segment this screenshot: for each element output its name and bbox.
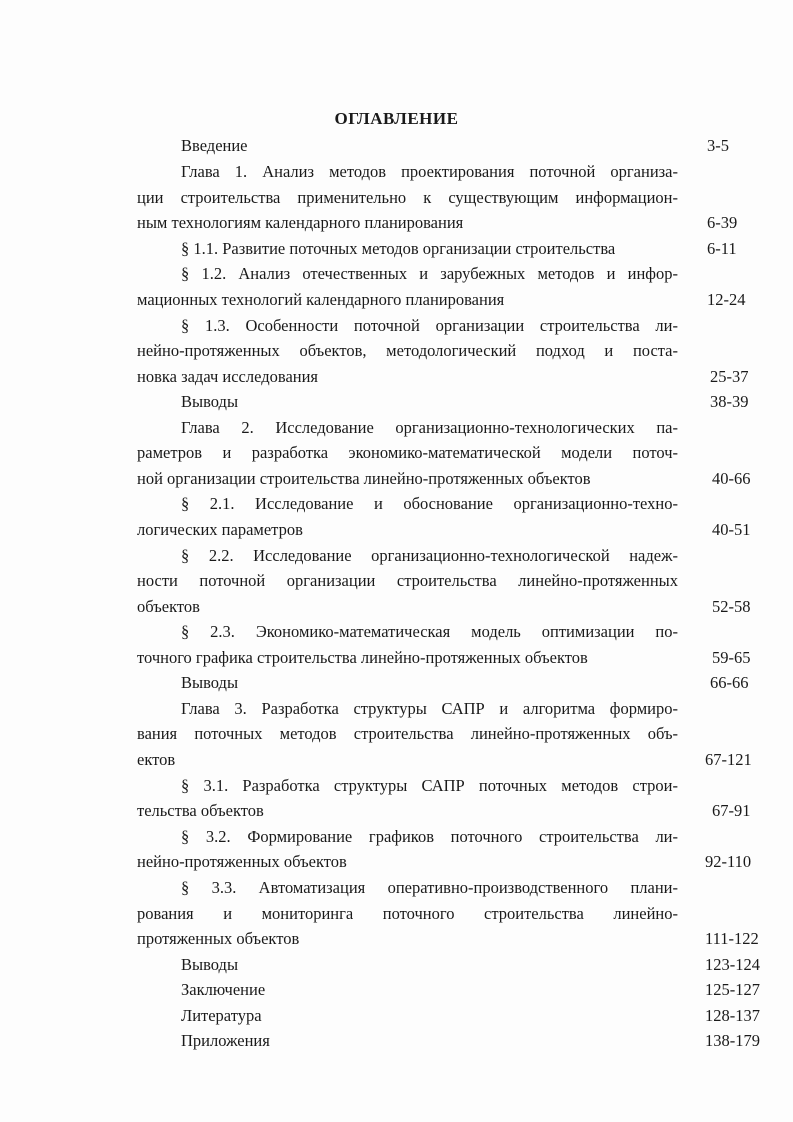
toc-entry-section-3-1-cont: тельства объектов	[137, 801, 264, 820]
toc-entry-appendices: Приложения	[181, 1031, 270, 1050]
toc-page-number: 125-127	[705, 980, 760, 999]
toc-entry-section-3-3: § 3.3. Автоматизация оперативно-производственного плани-	[181, 878, 678, 897]
toc-page-number: 123-124	[705, 955, 760, 974]
toc-entry-chapter-2: Глава 2. Исследование организационно-технологических па-	[181, 418, 678, 437]
toc-entry-chapter-2-cont: ной организации строительства линейно-протяженных объектов	[137, 469, 591, 488]
toc-page-number: 66-66	[710, 673, 749, 692]
toc-page-number: 40-51	[712, 520, 751, 539]
toc-entry-chapter-1-cont: ным технологиям календарного планирования	[137, 213, 464, 232]
toc-entry-section-2-2: § 2.2. Исследование организационно-технологической надеж-	[181, 546, 678, 565]
toc-entry-section-3-3-cont: протяженных объектов	[137, 929, 300, 948]
toc-entry-section-1-3-cont: новка задач исследования	[137, 367, 319, 386]
toc-title: ОГЛАВЛЕНИЕ	[334, 109, 459, 128]
toc-entry-section-1-2-cont: мационных технологий календарного планирования	[137, 290, 505, 309]
toc-entry-conclusions-2: Выводы	[181, 673, 239, 692]
toc-page-number: 12-24	[707, 290, 746, 309]
toc-page-number: 128-137	[705, 1006, 760, 1025]
toc-entry-section-2-3: § 2.3. Экономико-математическая модель оптимизации по-	[181, 622, 678, 641]
toc-entry-conclusions-3: Выводы	[181, 955, 239, 974]
toc-entry-chapter-3-cont: ектов	[137, 750, 176, 769]
toc-entry-conclusions-1: Выводы	[181, 392, 239, 411]
toc-entry-section-3-1: § 3.1. Разработка структуры САПР поточных методов строи-	[181, 776, 678, 795]
toc-page-number: 138-179	[705, 1031, 760, 1050]
toc-entry-chapter-1: Глава 1. Анализ методов проектирования поточной организа-	[181, 162, 678, 181]
toc-entry-section-2-1: § 2.1. Исследование и обоснование организационно-техно-	[181, 494, 678, 513]
toc-page-number: 38-39	[710, 392, 749, 411]
toc-page-number: 59-65	[712, 648, 751, 667]
toc-entry-conclusion: Заключение	[181, 980, 266, 999]
toc-entry-references: Литература	[181, 1006, 262, 1025]
toc-entry-section-1-3: § 1.3. Особенности поточной организации строительства ли-	[181, 316, 678, 335]
toc-page-number: 67-91	[712, 801, 751, 820]
toc-page-number: 6-11	[707, 239, 737, 258]
toc-entry-section-1-1: § 1.1. Развитие поточных методов организации строительства	[181, 239, 616, 258]
toc-entry-section-2-2-cont: ности поточной организации строительства линейно-протяженных	[137, 571, 678, 590]
toc-page-number: 3-5	[707, 136, 729, 155]
toc-entry-section-1-3-cont: нейно-протяженных объектов, методологический подход и поста-	[137, 341, 678, 360]
toc-page-number: 25-37	[710, 367, 749, 386]
toc-entry-section-2-1-cont: логических параметров	[137, 520, 303, 539]
toc-entry-introduction: Введение	[181, 136, 248, 155]
toc-page-number: 111-122	[705, 929, 759, 948]
toc-entry-section-2-3-cont: точного графика строительства линейно-протяженных объектов	[137, 648, 588, 667]
toc-entry-section-3-3-cont: рования и мониторинга поточного строительства линейно-	[137, 904, 678, 923]
toc-entry-section-1-2: § 1.2. Анализ отечественных и зарубежных методов и инфор-	[181, 264, 678, 283]
toc-entry-section-3-2-cont: нейно-протяженных объектов	[137, 852, 347, 871]
toc-page-number: 67-121	[705, 750, 752, 769]
toc-entry-chapter-3: Глава 3. Разработка структуры САПР и алгоритма формиро-	[181, 699, 678, 718]
toc-entry-chapter-2-cont: раметров и разработка экономико-математической модели поточ-	[137, 443, 678, 462]
toc-page-number: 40-66	[712, 469, 751, 488]
toc-page-number: 6-39	[707, 213, 738, 232]
toc-entry-section-2-2-cont: объектов	[137, 597, 200, 616]
toc-entry-chapter-3-cont: вания поточных методов строительства линейно-протяженных объ-	[137, 724, 678, 743]
toc-entry-section-3-2: § 3.2. Формирование графиков поточного строительства ли-	[181, 827, 678, 846]
toc-page-number: 52-58	[712, 597, 751, 616]
toc-entry-chapter-1-cont: ции строительства применительно к существующим информацион-	[137, 188, 678, 207]
toc-page-number: 92-110	[705, 852, 752, 871]
